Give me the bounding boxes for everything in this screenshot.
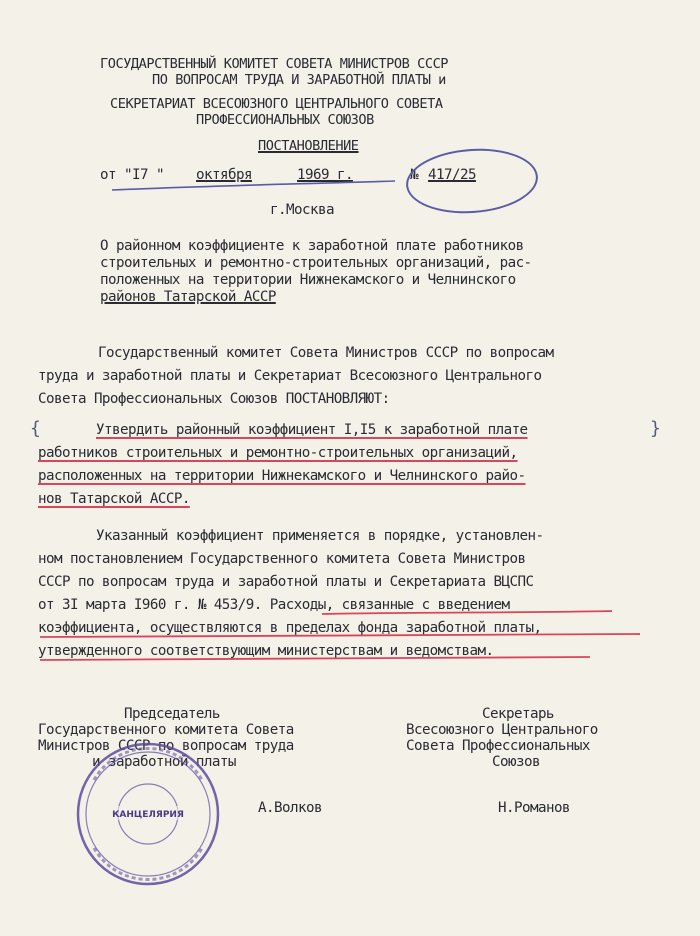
intro-line-3: Совета Профессиональных Союзов ПОСТАНОВЛЯЮТ: (38, 391, 390, 407)
resolution-line-3: расположенных на территории Нижнекамского и Челнинского райо- (38, 468, 526, 484)
resolution-line-1: Утвердить районный коэффициент I,I5 к заработной плате (96, 422, 528, 438)
number-label: № (410, 167, 418, 183)
left-signatory-line-3: Министров СССР по вопросам труда (38, 738, 294, 754)
right-signatory-title: Секретарь (482, 706, 554, 722)
resolution-line-2: работников строительных и ремонтно-строительных организаций, (38, 445, 518, 461)
paragraph2-line-4: от 3I марта I960 г. № 453/9. Расходы, связанные с введением (38, 597, 510, 613)
official-round-stamp (74, 740, 222, 888)
document-type-title: ПОСТАНОВЛЕНИЕ (258, 138, 359, 154)
date-year: 1969 г. (297, 167, 353, 183)
left-signatory-line-4: и заработной платы (92, 754, 236, 770)
intro-line-1: Государственный комитет Совета Министров СССР по вопросам (98, 345, 554, 361)
subject-line-3: положенных на территории Нижнекамского и Челнинского (100, 272, 516, 288)
left-margin-bracket: { (30, 418, 41, 439)
header-line-1: ГОСУДАРСТВЕННЫЙ КОМИТЕТ СОВЕТА МИНИСТРОВ СССР (100, 56, 449, 72)
header-line-4: ПРОФЕССИОНАЛЬНЫХ СОЮЗОВ (196, 112, 374, 128)
right-signatory-name: Н.Романов (498, 800, 570, 816)
document-number: 417/25 (428, 167, 476, 183)
subject-line-2: строительных и ремонтно-строительных организаций, рас- (100, 255, 532, 271)
intro-line-2: труда и заработной платы и Секретариат Всесоюзного Центрального (38, 368, 542, 384)
stamp-center-text: КАНЦЕЛЯРИЯ (112, 810, 184, 820)
right-margin-bracket: } (650, 418, 661, 439)
right-signatory-line-3: Совета Профессиональных (406, 738, 590, 754)
paragraph2-line-6: утвержденного соответствующим министерствам и ведомствам. (38, 643, 494, 659)
left-signatory-line-2: Государственного комитета Совета (38, 722, 294, 738)
subject-line-4: районов Татарской АССР (100, 289, 276, 305)
left-signatory-name: А.Волков (258, 800, 322, 816)
right-signatory-line-4: Союзов (492, 754, 540, 770)
date-month: октября (196, 167, 252, 183)
date-prefix: от "I7 " (100, 167, 164, 183)
paragraph2-line-5: коэффициента, осуществляются в пределах фонда заработной платы, (38, 620, 542, 636)
right-signatory-line-2: Всесоюзного Центрального (406, 722, 598, 738)
header-line-2: ПО ВОПРОСАМ ТРУДА И ЗАРАБОТНОЙ ПЛАТЫ и (152, 72, 446, 88)
resolution-line-4: нов Татарской АССР. (38, 491, 190, 507)
paragraph2-line-2: ном постановлением Государственного комитета Совета Министров (38, 551, 526, 567)
subject-line-1: О районном коэффициенте к заработной плате работников (100, 238, 524, 254)
left-signatory-title: Председатель (124, 706, 220, 722)
header-line-3: СЕКРЕТАРИАТ ВСЕСОЮЗНОГО ЦЕНТРАЛЬНОГО СОВЕТА (110, 96, 443, 112)
paragraph2-line-1: Указанный коэффициент применяется в порядке, установлен- (96, 528, 544, 544)
place-city: г.Москва (270, 202, 334, 218)
paragraph2-line-3: СССР по вопросам труда и заработной платы и Секретариата ВЦСПС (38, 574, 534, 590)
